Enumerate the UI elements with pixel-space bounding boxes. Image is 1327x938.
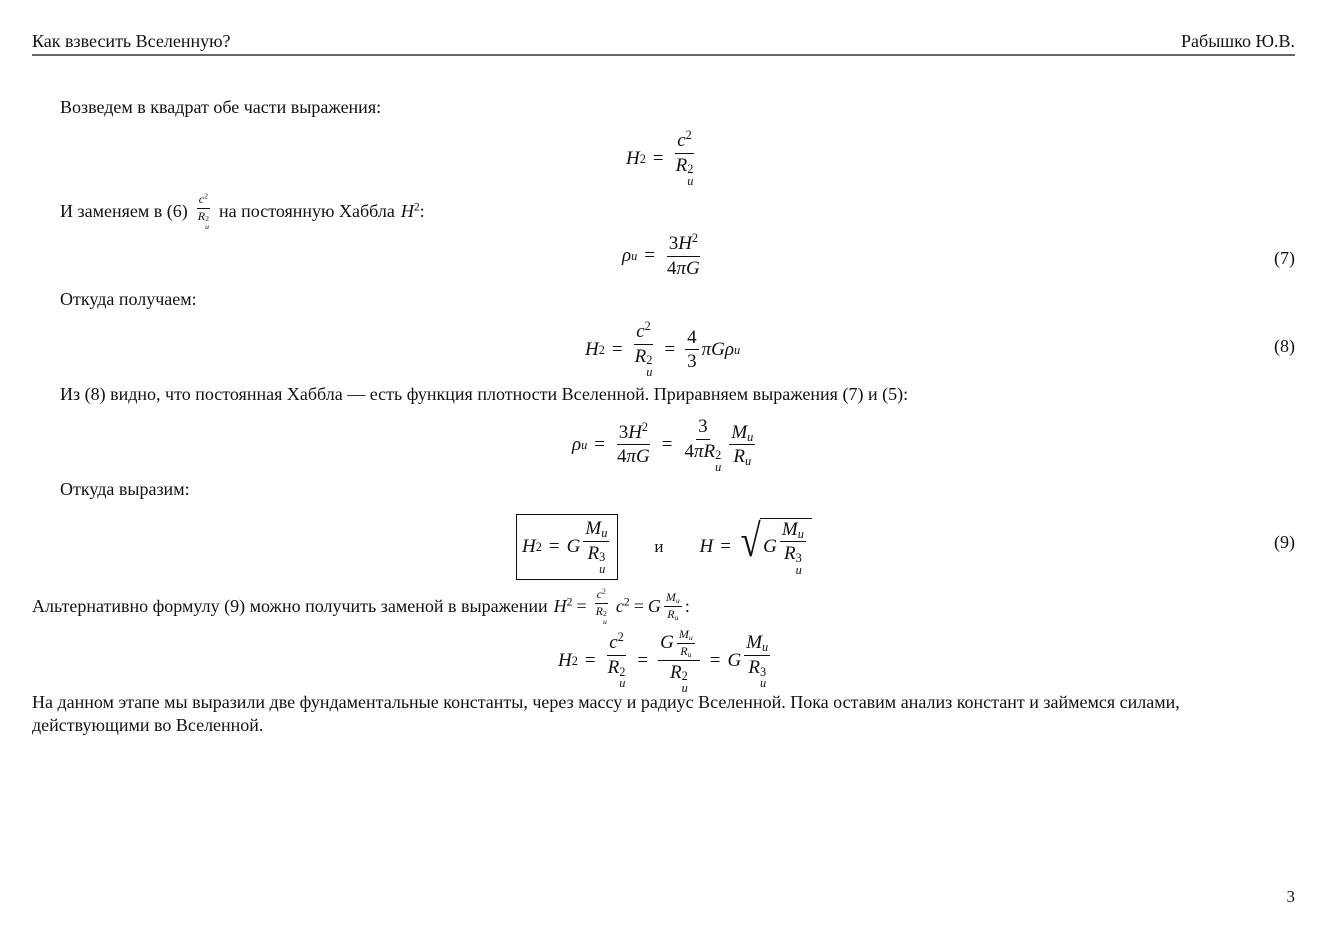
sym-u: u [601,526,608,541]
sym-3: 3 [687,351,697,373]
sym-G: G [636,446,650,468]
sym-exp: 2 [617,630,624,645]
sym-equals: = [548,535,560,557]
sym-3: 3 [618,421,629,443]
fraction [615,419,652,469]
sym-u: u [599,562,606,577]
sym-equals: = [644,245,656,267]
sym-c: c [636,321,645,342]
sym-exp: 2 [715,448,722,463]
equation-density-equality: ρ u = $\frac{3H^2}{4\pi G}$ = 3 4πR 2 u $\frac{M_u}{R_u}$ [572,416,754,475]
page-number: 3 [1286,887,1295,906]
sym-H: H [699,535,714,557]
sym-H: H [553,596,567,617]
sym-equals: = [576,596,587,617]
sym-u: u [675,596,680,606]
sym-R: R [703,440,716,462]
sym-exp: 2 [623,595,630,609]
sym-c: c [609,632,618,654]
sym-exp: 2 [691,231,699,246]
sym-rho: ρ [572,433,582,455]
sym-exp: 3 [599,550,606,565]
sym-u: u [681,680,688,695]
sym-rho: ρ [724,338,735,360]
equation-h-squared: H 2 = $c^2$ R 2 u [626,128,694,189]
sym-equals: = [637,650,649,672]
sym-M: M [746,632,763,654]
equation-number-7: (7) [1274,248,1295,268]
sym-G: G [647,596,661,617]
sym-u: u [687,649,692,659]
paragraph-whence-express: Откуда выразим: [60,479,190,499]
sym-u: u [759,676,767,691]
sym-M: M [665,590,676,605]
sym-equals: = [611,338,623,360]
sym-exp: 2 [687,162,694,177]
sym-exp: 2 [685,128,692,143]
equation-8: H 2 = $c^2$ R 2 u = $\frac{4}{3}$ π G ρ u [585,319,741,380]
text: на постоянную Хаббла [219,201,395,222]
sym-equals: = [584,650,596,672]
sym-exp: 2 [413,200,420,214]
sym-exp: 2 [204,191,208,201]
sym-u: u [646,365,653,380]
sym-pi: π [626,446,637,468]
fraction [633,321,655,379]
text: И заменяем в (6) [60,201,188,222]
sym-exp: 2 [603,609,607,619]
equation-number-9: (9) [1274,532,1295,552]
equation-number-8: (8) [1274,336,1295,356]
sym-u: u [797,526,804,541]
sym-equals: = [720,535,731,557]
fraction [744,632,770,690]
sym-M: M [731,421,748,443]
sym-R: R [667,607,675,622]
fraction [606,632,628,690]
sym-rho: ρ [622,245,632,267]
paragraph-replace-in-6 [60,193,425,230]
sym-u: u [619,676,626,691]
fraction [665,233,702,280]
sym-R: R [733,446,746,468]
sym-M: M [585,518,602,539]
sym-c: c [198,192,205,206]
sym-H: H [628,421,642,443]
fraction [583,518,609,576]
sym-H: H [678,233,692,254]
sym-4: 4 [667,257,677,279]
sym-pi: π [676,257,687,279]
sym-R: R [197,208,206,223]
sym-G: G [763,536,777,558]
sym-u: u [205,221,210,231]
sym-exp: 2 [681,669,688,684]
sym-R: R [595,603,604,618]
sym-exp: 2 [619,664,626,679]
sym-R: R [607,657,620,679]
sym-c: c [677,130,686,151]
fraction [683,416,724,474]
sym-equals: = [709,650,721,672]
square-root [738,514,812,577]
sym-equals: = [661,433,673,455]
sym-exp: 2 [602,586,606,596]
text: : [419,201,425,222]
running-header-author: Рабышко Ю.В. [1181,31,1295,51]
fraction [780,519,806,577]
sym-equals: = [664,338,676,360]
sym-4: 4 [684,440,694,462]
sym-u: u [603,616,607,626]
sym-H: H [626,147,640,169]
boxed-result: H 2 = G $M_u$ R 3 u [516,514,618,580]
header-rule [32,54,1295,56]
sym-equals: = [652,147,664,169]
sym-4: 4 [685,327,699,351]
inline-fraction [196,193,211,230]
sym-R: R [680,643,688,658]
text: Альтернативно формулу (9) можно получить заменой в выражении [32,596,548,617]
sym-R: R [587,542,600,564]
radical-sign-icon: √ [740,514,761,566]
sym-R: R [670,661,682,683]
sym-R: R [748,657,760,679]
sym-u: u [688,632,693,642]
sym-pi: π [694,440,704,462]
conjunction-and: и [654,536,664,556]
fraction [685,327,699,374]
sym-equals: = [594,433,606,455]
sym-exp: 2 [644,319,651,334]
sym-exp: 3 [795,550,802,565]
sym-pi: π [701,338,712,360]
equation-alternative-derivation: H 2 = $c^2$ R 2 u = G $\frac{M_u}{R_u}$ R 2 u = G $M_u$ R 3 u [558,627,769,695]
fraction [658,628,700,695]
inline-fraction [664,591,682,622]
text: : [684,596,690,617]
sym-H: H [522,535,536,557]
sym-G: G [566,535,581,557]
sym-exp: 2 [205,214,210,224]
sym-M: M [678,627,689,641]
sym-u: u [745,454,752,469]
running-header-title: Как взвесить Вселенную? [32,31,231,51]
fraction [674,130,696,188]
sym-u: u [747,429,754,444]
sym-c: c [596,587,602,601]
sym-exp: 2 [566,595,573,609]
paragraph-square-both-sides: Возведем в квадрат обе части выражения: [60,97,382,117]
sym-exp: 2 [646,353,653,368]
sym-G: G [660,632,674,654]
sym-u: u [715,460,722,475]
nested-fraction [677,628,695,659]
sym-u: u [687,174,694,189]
sym-R: R [675,154,688,176]
sym-exp: 2 [641,419,649,434]
paragraph-conclusion-line-2: действующими во Вселенной. [32,715,264,735]
sym-equals: = [633,596,644,617]
sym-u: u [795,562,802,577]
sym-G: G [727,650,742,672]
sym-G: G [686,257,700,279]
sym-u: u [762,640,769,655]
fraction [729,422,755,469]
sym-3: 3 [668,233,679,254]
sym-H: H [585,338,599,360]
sym-3: 3 [696,416,710,440]
paragraph-conclusion-line-1: На данном этапе мы выразили две фундаментальные константы, через массу и радиус Вселенной. Пока оставим анализ констант и займемся силами, [32,692,1180,712]
sym-G: G [711,338,725,360]
paragraph-hubble-function: Из (8) видно, что постоянная Хаббла — есть функция плотности Вселенной. Приравняем выражения (7) и (5): [60,384,909,404]
paragraph-whence-obtain: Откуда получаем: [60,289,197,309]
sym-exp: 3 [759,664,767,679]
sym-H: H [400,201,414,222]
equation-9 [516,514,812,580]
sym-H: H [558,650,572,672]
equation-7: ρ u = $\frac{3H^2}{4\pi G}$ [622,231,700,279]
sym-R: R [634,345,647,367]
sym-c: c [615,596,624,617]
sym-4: 4 [617,446,627,468]
sym-u: u [674,613,679,623]
paragraph-alternative [32,588,690,625]
inline-fraction [594,588,609,625]
sym-R: R [784,543,796,565]
sym-M: M [781,518,798,540]
